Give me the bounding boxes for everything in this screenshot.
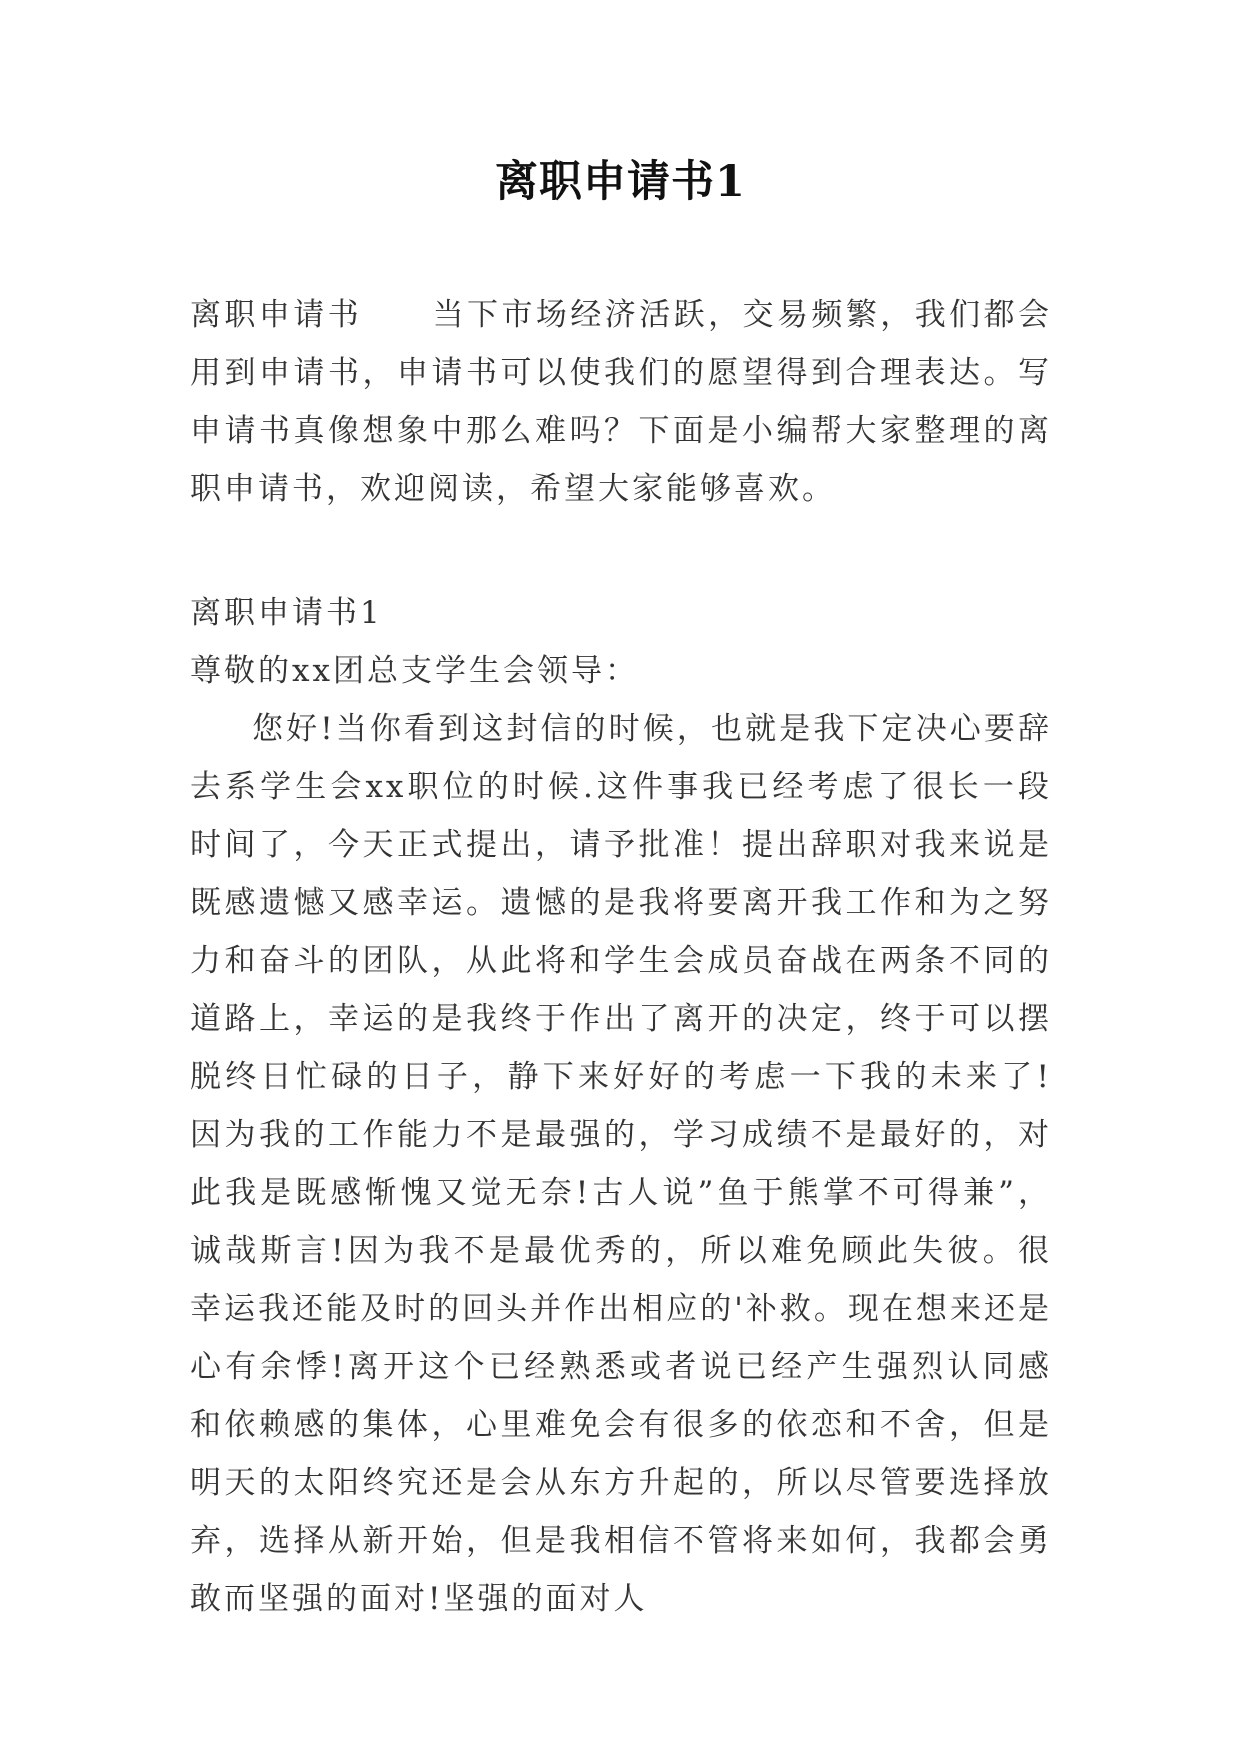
letter-body: 您好!当你看到这封信的时候，也就是我下定决心要辞去系学生会xx职位的时候.这件事我已经考虑了很长一段时间了，今天正式提出，请予批准！提出辞职对我来说是既感遗憾又感幸运。遗憾的是我将要离开我工作和为之努力和奋斗的团队，从此将和学生会成员奋战在两条不同的道路上，幸运的是我终于作出了离开的决定，终于可以摆脱终日忙碌的日子，静下来好好的考虑一下我的未来了!因为我的工作能力不是最强的，学习成绩不是最好的，对此我是既感惭愧又觉无奈!古人说”鱼于熊掌不可得兼”，诚哉斯言!因为我不是最优秀的，所以难免顾此失彼。很幸运我还能及时的回头并作出相应的'补救。现在想来还是心有余悸!离开这个已经熟悉或者说已经产生强烈认同感和依赖感的集体，心里难免会有很多的依恋和不舍，但是明天的太阳终究还是会从东方升起的，所以尽管要选择放弃，选择从新开始，但是我相信不管将来如何，我都会勇敢而坚强的面对!坚强的面对人 (190, 711, 1052, 1617)
letter-greeting: 尊敬的xx团总支学生会领导： (190, 653, 639, 689)
section-title: 离职申请书1 (190, 595, 383, 631)
document-title: 离职申请书1 (495, 157, 746, 207)
intro-lead: 离职申请书 (190, 297, 363, 333)
intro-paragraph (190, 286, 1052, 518)
intro-text: 当下市场经济活跃，交易频繁，我们都会用到申请书，申请书可以使我们的愿望得到合理表达。写申请书真像想象中那么难吗？下面是小编帮大家整理的离职申请书，欢迎阅读，希望大家能够喜欢。 (190, 297, 1053, 507)
